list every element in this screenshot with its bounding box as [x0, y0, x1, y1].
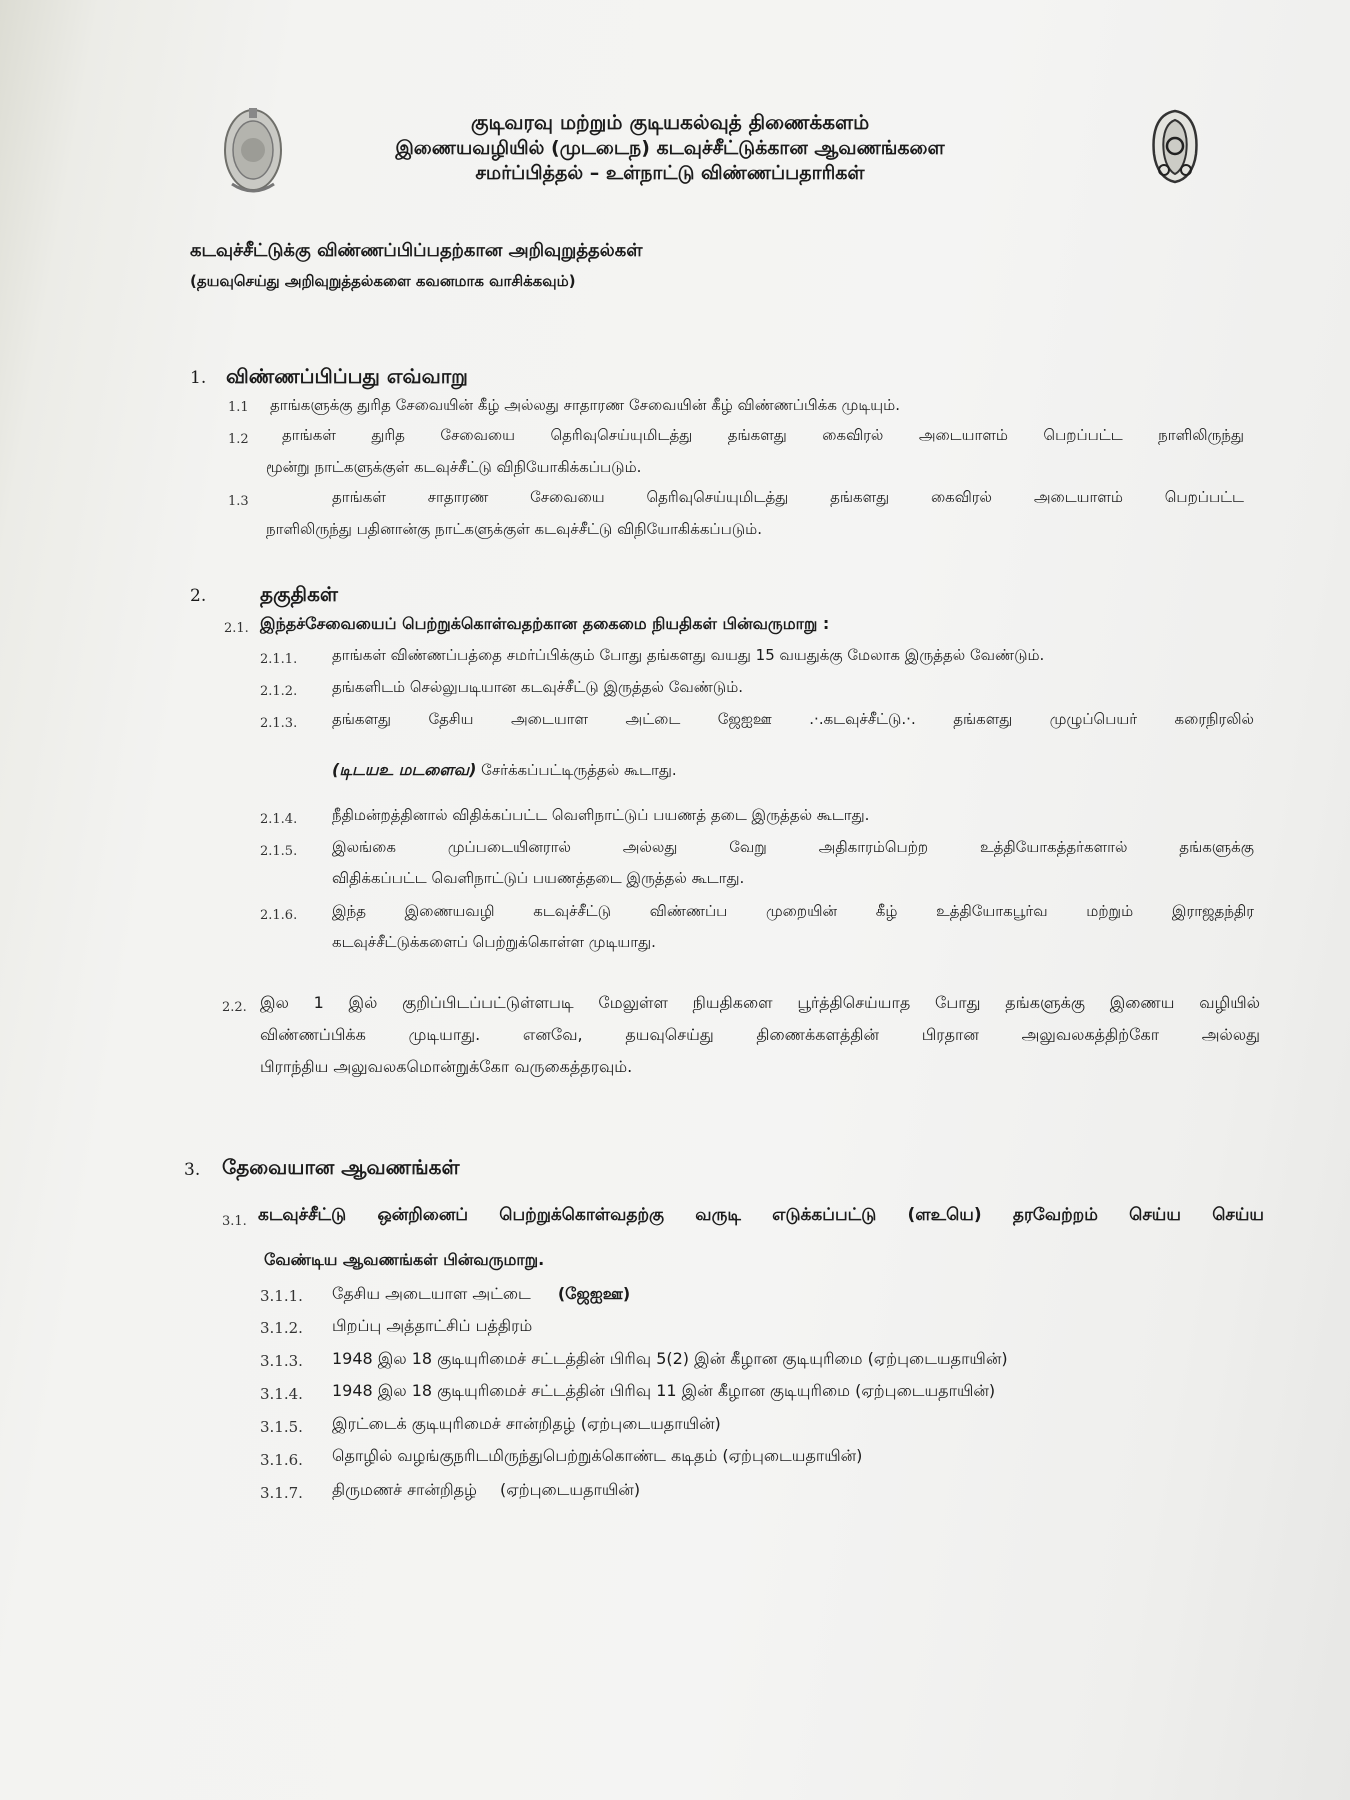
item-text-tail: சேர்க்கப்பட்டிருத்தல் கூடாது.	[476, 761, 677, 779]
item-number: 2.1.6.	[260, 908, 298, 923]
item-text: தொழில் வழங்குநரிடமிருந்துபெற்றுக்கொண்ட கடிதம் (ஏற்புடையதாயின்)	[332, 1446, 863, 1465]
section-3-number: 3.	[184, 1160, 201, 1180]
item-number: 3.1.3.	[260, 1352, 303, 1370]
header-subtitle: இணையவழியில் (முடடைந) கடவுச்சீட்டுக்கான ஆவணங்களை	[395, 137, 945, 159]
item-number: 2.1.3.	[260, 716, 298, 731]
item-number: 3.1.4.	[260, 1385, 303, 1403]
item-number: 3.1.1.	[260, 1287, 303, 1305]
item-text: நீதிமன்றத்தினால் விதிக்கப்பட்ட வெளிநாட்டுப் பயணத் தடை இருத்தல் கூடாது.	[332, 806, 870, 824]
item-number: 3.1.6.	[260, 1451, 303, 1469]
item-text: தாங்கள் துரித சேவையை தெரிவுசெய்யுமிடத்து தங்களது கைவிரல் அடையாளம் பெறப்பட்ட நாளிலிருந்து	[282, 426, 1244, 444]
item-text-continued: கடவுச்சீட்டுக்களைப் பெற்றுக்கொள்ள முடியாது.	[332, 933, 656, 951]
section-3-title: தேவையான ஆவணங்கள்	[222, 1155, 460, 1179]
header-subtitle-2: சமர்ப்பித்தல் – உள்நாட்டு விண்ணப்பதாரிகள்	[475, 162, 865, 184]
item-text-continued: நாளிலிருந்து பதினான்கு நாட்களுக்குள் கடவுச்சீட்டு விநியோகிக்கப்படும்.	[266, 520, 762, 538]
item-text: இரட்டைக் குடியுரிமைச் சான்றிதழ் (ஏற்புடையதாயின்)	[332, 1414, 721, 1433]
item-label-extra: (ஜேஐஊ)	[557, 1284, 631, 1303]
section-1-title: விண்ணப்பிப்பது எவ்வாறு	[226, 364, 468, 388]
item-text: தாங்கள் சாதாரண சேவையை தெரிவுசெய்யுமிடத்து தங்களது கைவிரல் அடையாளம் பெறப்பட்ட	[332, 488, 1244, 506]
item-text: 1948 இல 18 குடியுரிமைச் சட்டத்தின் பிரிவு 5(2) இன் கீழான குடியுரிமை (ஏற்புடையதாயின்)	[332, 1349, 1008, 1368]
subsection-number: 2.2.	[222, 1000, 247, 1015]
item-text: தாங்களுக்கு துரித சேவையின் கீழ் அல்லது சாதாரண சேவையின் கீழ் விண்ணப்பிக்க முடியும்.	[270, 396, 900, 414]
instructions-note: (தயவுசெய்து அறிவுறுத்தல்களை கவனமாக வாசிக்கவும்)	[190, 272, 576, 290]
instructions-title: கடவுச்சீட்டுக்கு விண்ணப்பிப்பதற்கான அறிவுறுத்தல்கள்	[190, 240, 643, 261]
subsection-text-end: பிராந்திய அலுவலகமொன்றுக்கோ வருகைத்தரவும்.	[260, 1057, 633, 1076]
item-number: 1.2	[228, 432, 249, 447]
subsection-text-continued: வேண்டிய ஆவணங்கள் பின்வருமாறு.	[264, 1250, 545, 1269]
item-text	[332, 1284, 630, 1305]
state-emblem-icon	[222, 106, 284, 194]
item-text: பிறப்பு அத்தாட்சிப் பத்திரம்	[332, 1316, 533, 1335]
subsection-text: கடவுச்சீட்டு ஒன்றினைப் பெற்றுக்கொள்வதற்கு வருடி எடுக்கப்பட்டு (ளஉயெ) தரவேற்றம் செய்ய செய்ய	[258, 1205, 1264, 1225]
item-label-extra: (ஏற்புடையதாயின்)	[500, 1480, 641, 1499]
item-text: தாங்கள் விண்ணப்பத்தை சமர்ப்பிக்கும் போது தங்களது வயது 15 வயதுக்கு மேலாக இருத்தல் வேண்டும்.	[332, 646, 1045, 664]
item-text: தங்களிடம் செல்லுபடியான கடவுச்சீட்டு இருத்தல் வேண்டும்.	[332, 678, 744, 696]
subsection-number: 2.1.	[224, 621, 249, 636]
item-number: 1.3	[228, 494, 249, 509]
section-1-number: 1.	[190, 368, 207, 388]
item-text: 1948 இல 18 குடியுரிமைச் சட்டத்தின் பிரிவு 11 இன் கீழான குடியுரிமை (ஏற்புடையதாயின்)	[332, 1381, 996, 1400]
header-department-name: குடிவரவு மற்றும் குடியகல்வுத் திணைக்களம்	[470, 110, 870, 134]
item-text: இலங்கை முப்படையினரால் அல்லது வேறு அதிகாரம்பெற்ற உத்தியோகத்தர்களால் தங்களுக்கு	[332, 838, 1254, 856]
item-number: 2.1.5.	[260, 844, 298, 859]
item-text-continued: மூன்று நாட்களுக்குள் கடவுச்சீட்டு விநியோகிக்கப்படும்.	[266, 458, 642, 476]
section-2-number: 2.	[190, 586, 207, 606]
item-number: 3.1.5.	[260, 1418, 303, 1436]
section-2-title: தகுதிகள்	[260, 582, 338, 606]
item-number: 2.1.2.	[260, 684, 298, 699]
department-emblem-icon	[1146, 108, 1204, 184]
item-text	[332, 1480, 640, 1501]
subsection-number: 3.1.	[222, 1214, 247, 1229]
item-text-continued: விதிக்கப்பட்ட வெளிநாட்டுப் பயணத்தடை இருத்தல் கூடாது.	[332, 869, 745, 887]
subsection-text-continued: விண்ணப்பிக்க முடியாது. எனவே, தயவுசெய்து திணைக்களத்தின் பிரதான அலுவலகத்திற்கோ அல்லது	[260, 1025, 1260, 1044]
item-label: தேசிய அடையாள அட்டை	[332, 1284, 531, 1303]
item-number: 2.1.4.	[260, 812, 298, 827]
item-text-continued	[332, 760, 677, 781]
subsection-text: இந்தச்சேவையைப் பெற்றுக்கொள்வதற்கான தகைமை நியதிகள் பின்வருமாறு :	[260, 614, 830, 633]
item-text: தங்களது தேசிய அடையாள அட்டை ஜேஐஊ .·.கடவுச்சீட்டு.·. தங்களது முழுப்பெயர் கரைநிரலில்	[332, 710, 1254, 728]
item-label: திருமணச் சான்றிதழ்	[332, 1480, 477, 1499]
item-number: 2.1.1.	[260, 652, 298, 667]
item-number: 3.1.2.	[260, 1319, 303, 1337]
item-number: 3.1.7.	[260, 1484, 303, 1502]
item-number: 1.1	[228, 400, 249, 415]
item-text: இந்த இணையவழி கடவுச்சீட்டு விண்ணப்ப முறையின் கீழ் உத்தியோகபூர்வ மற்றும் இராஜதந்திர	[332, 902, 1254, 920]
subsection-text: இல 1 இல் குறிப்பிடப்பட்டுள்ளபடி மேலுள்ள நியதிகளை பூர்த்திசெய்யாத போது தங்களுக்கு இணைய வழியில்	[260, 993, 1260, 1012]
latin-term-garbled: (டிடயஉ மடளைவ)	[332, 760, 477, 779]
